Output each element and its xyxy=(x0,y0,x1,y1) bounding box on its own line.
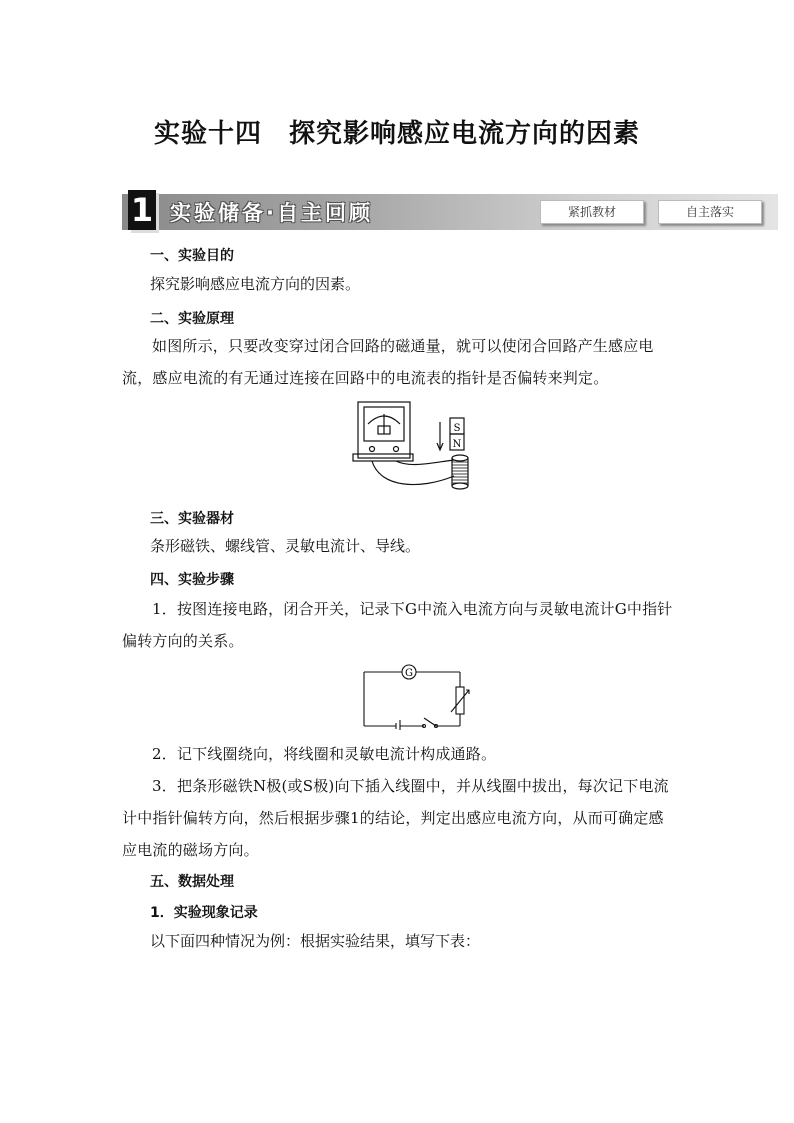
section-banner xyxy=(122,191,778,230)
magnet-n-label: N xyxy=(452,439,462,450)
heading-data: 五、数据处理 xyxy=(150,874,234,890)
figure-circuit xyxy=(360,660,470,730)
purpose-text: 探究影响感应电流方向的因素。 xyxy=(150,275,361,293)
heading-steps: 四、实验步骤 xyxy=(150,572,234,588)
tab-self-study[interactable]: 自主落实 xyxy=(658,200,762,224)
switch xyxy=(424,718,436,726)
step-1: 1．按图连接电路，闭合开关，记录下G中流入电流方向与灵敏电流计G中指针偏转方向的关系。 xyxy=(122,600,673,650)
banner-title: 实验储备·自主回顾 xyxy=(170,201,373,225)
step-2: 2．记下线圈绕向，将线圈和灵敏电流计构成通路。 xyxy=(152,745,497,763)
galvanometer-label: G xyxy=(405,668,413,679)
equipment-text: 条形磁铁、螺线管、灵敏电流计、导线。 xyxy=(150,537,421,555)
magnet-s-label: S xyxy=(453,423,461,434)
sub-heading-record: 1．实验现象记录 xyxy=(150,905,258,921)
banner-number: 1 xyxy=(128,190,156,230)
heading-equipment: 三、实验器材 xyxy=(150,511,234,527)
record-text: 以下面四种情况为例：根据实验结果，填写下表： xyxy=(150,932,481,950)
step-3: 3．把条形磁铁N极(或S极)向下插入线圈中，并从线圈中拔出，每次记下电流计中指针偏转方向，然后根据步骤1的结论，判定出感应电流方向，从而可确定感应电流的磁场方向。 xyxy=(122,777,669,859)
figure-galvanometer-coil xyxy=(350,398,480,493)
heading-principle: 二、实验原理 xyxy=(150,311,234,327)
tab-textbook[interactable]: 紧抓教材 xyxy=(540,200,644,224)
principle-text: 如图所示，只要改变穿过闭合回路的磁通量，就可以使闭合回路产生感应电流，感应电流的有无通过连接在回路中的电流表的指针是否偏转来判定。 xyxy=(122,337,654,387)
page-title: 实验十四 探究影响感应电流方向的因素 xyxy=(153,119,640,149)
heading-purpose: 一、实验目的 xyxy=(150,248,234,264)
